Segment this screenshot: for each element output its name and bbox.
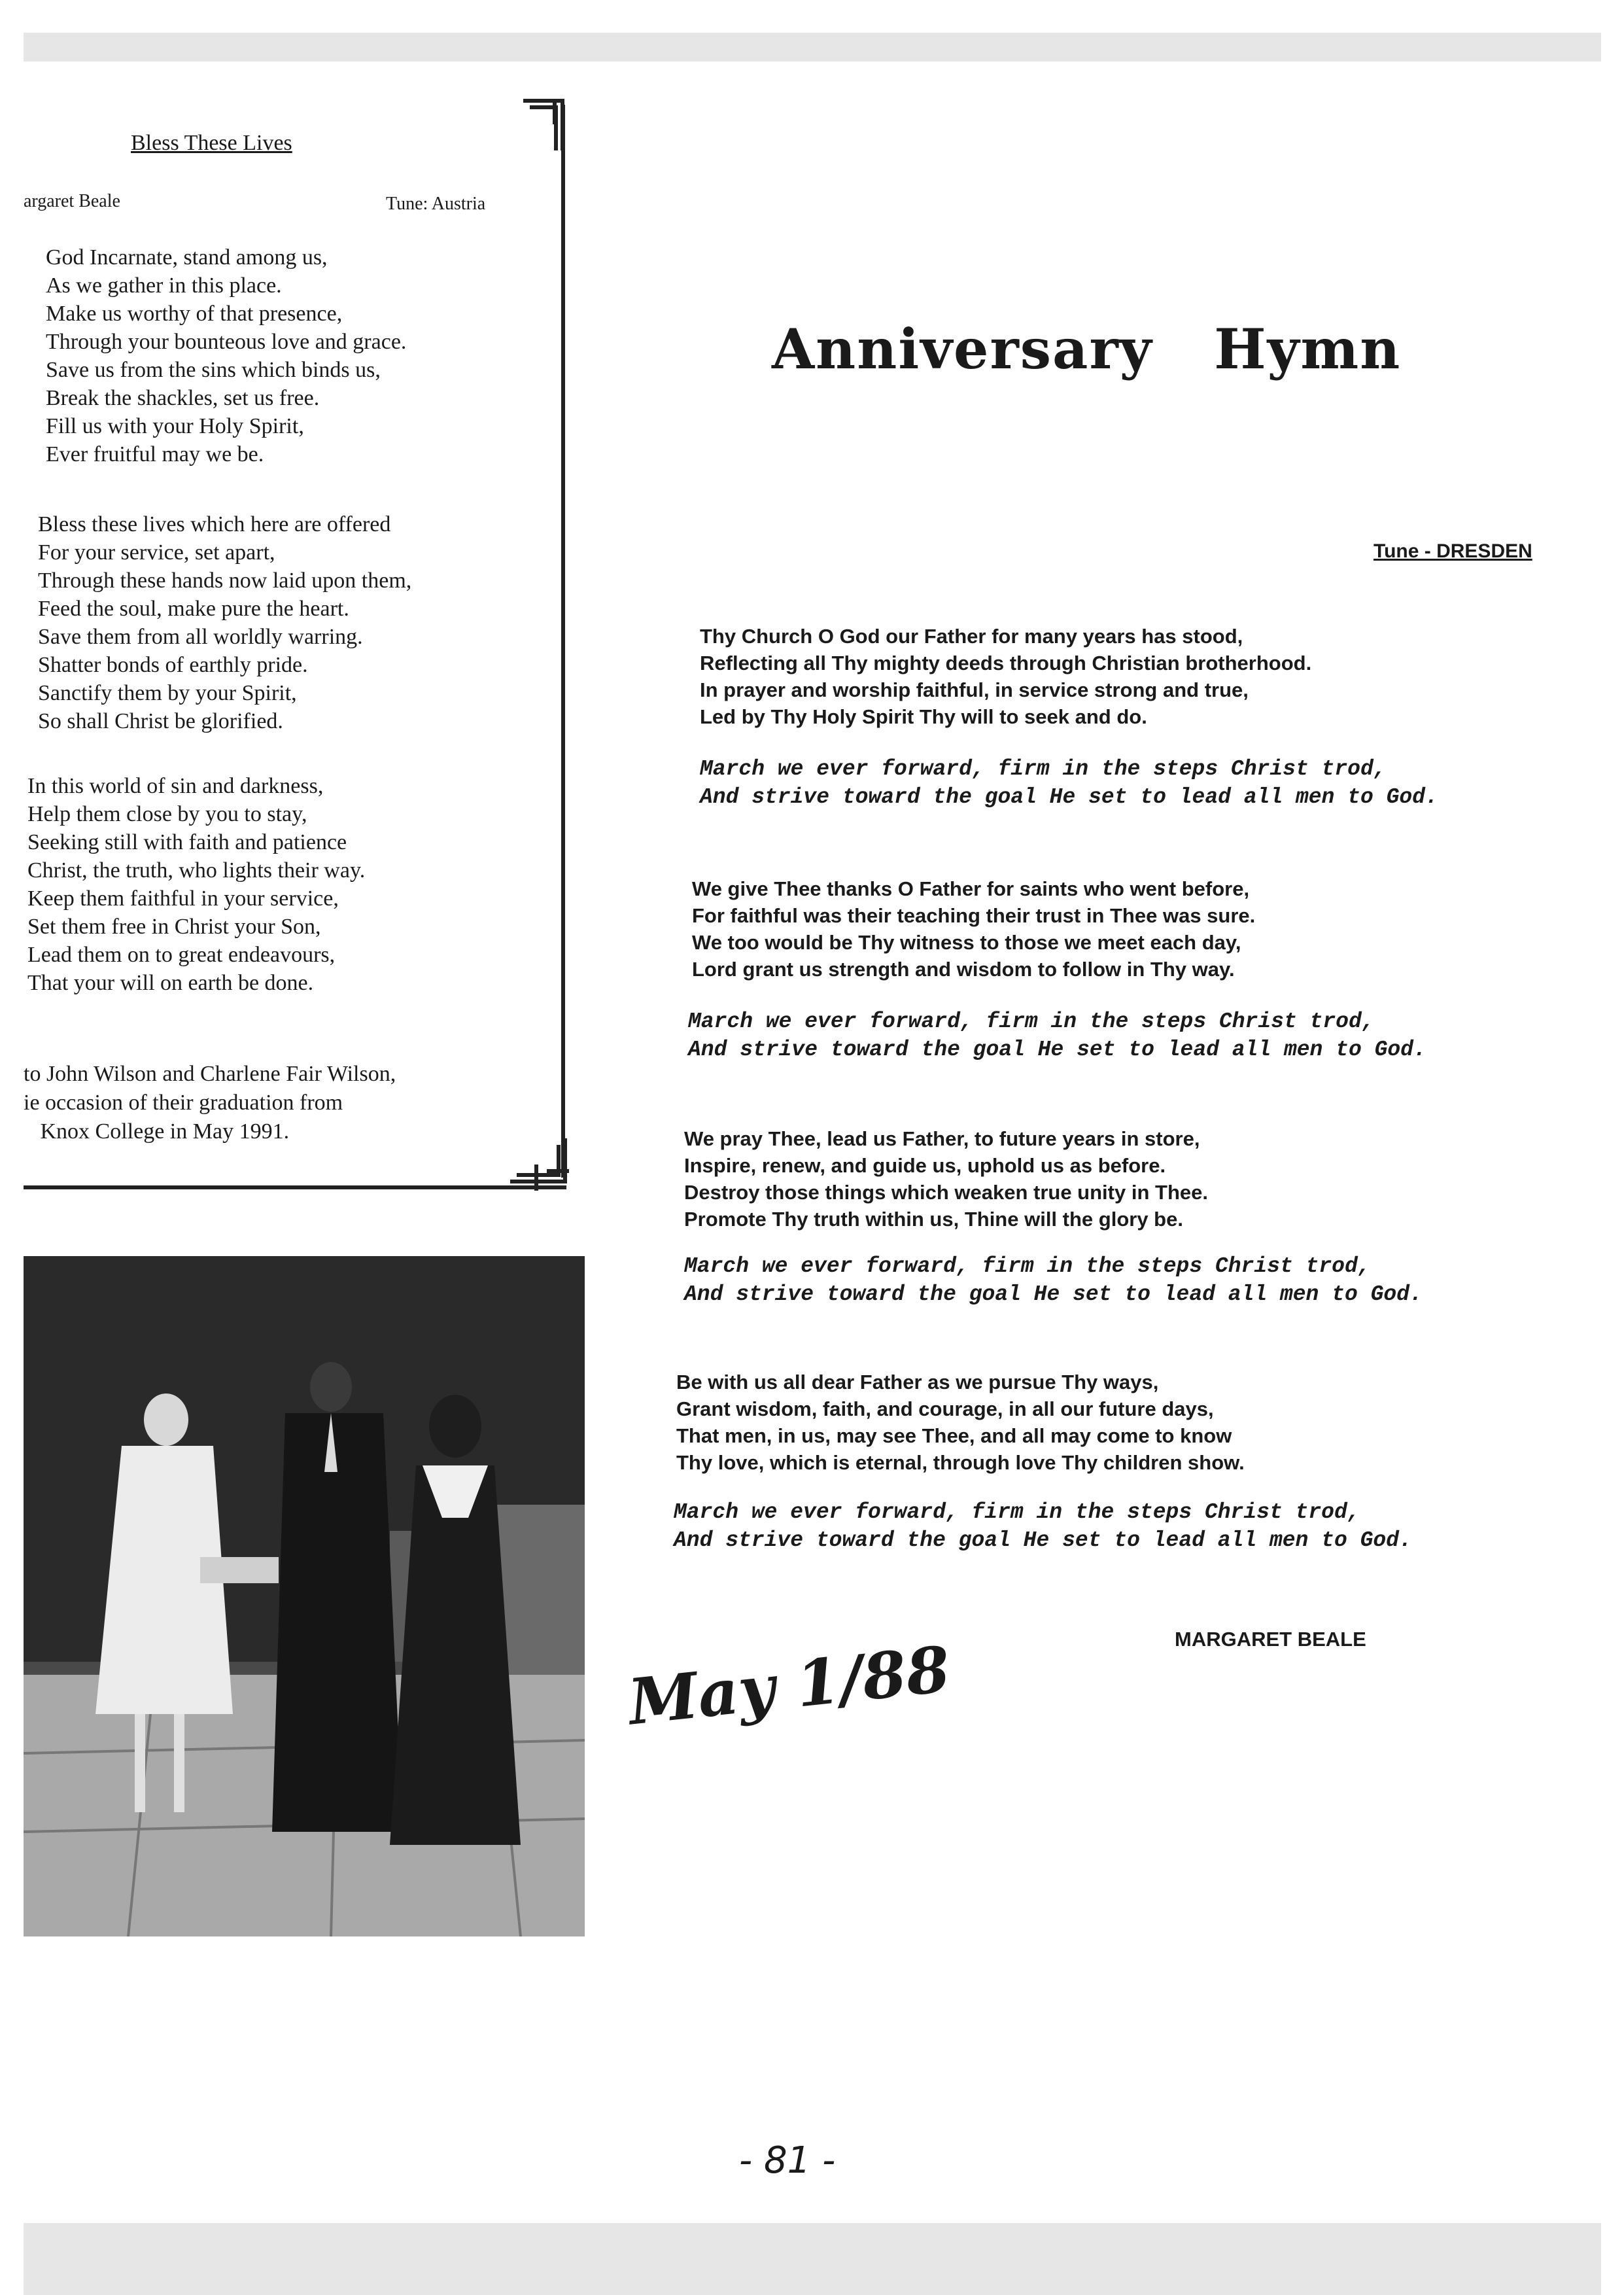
hymn-verse-2: We give Thee thanks O Father for saints who went before, For faithful was their teaching their trust in Thee was sure. We too would be Thy witness to those we meet each day, Lord grant us strength and wisdom to follow in Thy way. — [692, 877, 1256, 981]
hymn-verse-4: Be with us all dear Father as we pursue Thy ways, Grant wisdom, faith, and courage, in all our future days, That men, in us, may see Thee, and all may come to know Thy love, which is eternal, through love Thy children show. — [676, 1371, 1245, 1474]
hymn-refrain-1: March we ever forward, firm in the steps Christ trod, And strive toward the goal He set to lead all men to God. — [700, 757, 1438, 809]
hymn-refrain-2: March we ever forward, firm in the steps Christ trod, And strive toward the goal He set to lead all men to God. — [688, 1009, 1426, 1062]
poem-dedication: to John Wilson and Charlene Fair Wilson, ie occasion of their graduation from Knox College in May 1991. — [24, 1062, 396, 1144]
corner-ornament-bottom-right — [510, 1138, 569, 1191]
page-number: - 81 - — [739, 2139, 836, 2182]
poem-stanza-1: God Incarnate, stand among us, As we gather in this place. Make us worthy of that presence, Through your bounteous love and grace. Save us from the sins which binds us, Break the shackles, set us free. Fill us with your Holy Spirit, Ever fruitful may we be. — [46, 245, 407, 466]
hymn-verse-3: We pray Thee, lead us Father, to future years in store, Inspire, renew, and guide us, uphold us as before. Destroy those things which weaken true unity in Thee. Promote Thy truth within us, Thine will the glory be. — [684, 1127, 1208, 1231]
poem-tune: Tune: Austria — [386, 194, 486, 214]
hymn-tune: Tune - DRESDEN — [1373, 540, 1532, 562]
hymn-title: Anniversary Hymn — [772, 317, 1402, 381]
hymn-verse-1: Thy Church O God our Father for many years has stood, Reflecting all Thy mighty deeds through Christian brotherhood. In prayer and worship faithful, in service strong and true, Led by Thy Holy Spirit Thy will to seek and do. — [700, 625, 1312, 728]
hymn-refrain-4: March we ever forward, firm in the steps Christ trod, And strive toward the goal He set to lead all men to God. — [674, 1500, 1412, 1552]
clipping-border-bottom — [24, 1185, 566, 1189]
corner-ornament-top-right — [523, 98, 570, 150]
poem-title: Bless These Lives — [131, 131, 292, 155]
hymn-author-signature: MARGARET BEALE — [1175, 1628, 1366, 1651]
scan-bottom-edge — [24, 2223, 1601, 2295]
scan-top-edge — [24, 33, 1601, 61]
hymn-refrain-3: March we ever forward, firm in the steps Christ trod, And strive toward the goal He set to lead all men to God. — [684, 1254, 1423, 1306]
poem-author: argaret Beale — [24, 191, 120, 211]
graduation-photo — [24, 1256, 585, 1936]
poem-stanza-3: In this world of sin and darkness, Help them close by you to stay, Seeking still with faith and patience Christ, the truth, who lights their way. Keep them faithful in your service, Set them free in Christ your Son, Lead them on to great endeavours, That your will on earth be done. — [27, 774, 366, 995]
handwritten-date: May 1/88 — [625, 1632, 954, 1740]
clipping-border-right — [561, 105, 565, 1178]
poem-stanza-2: Bless these lives which here are offered For your service, set apart, Through these hands now laid upon them, Feed the soul, make pure the heart. Save them from all worldly warring. Shatter bonds of earthly pride. Sanctify them by your Spirit, So shall Christ be glorified. — [38, 512, 412, 733]
